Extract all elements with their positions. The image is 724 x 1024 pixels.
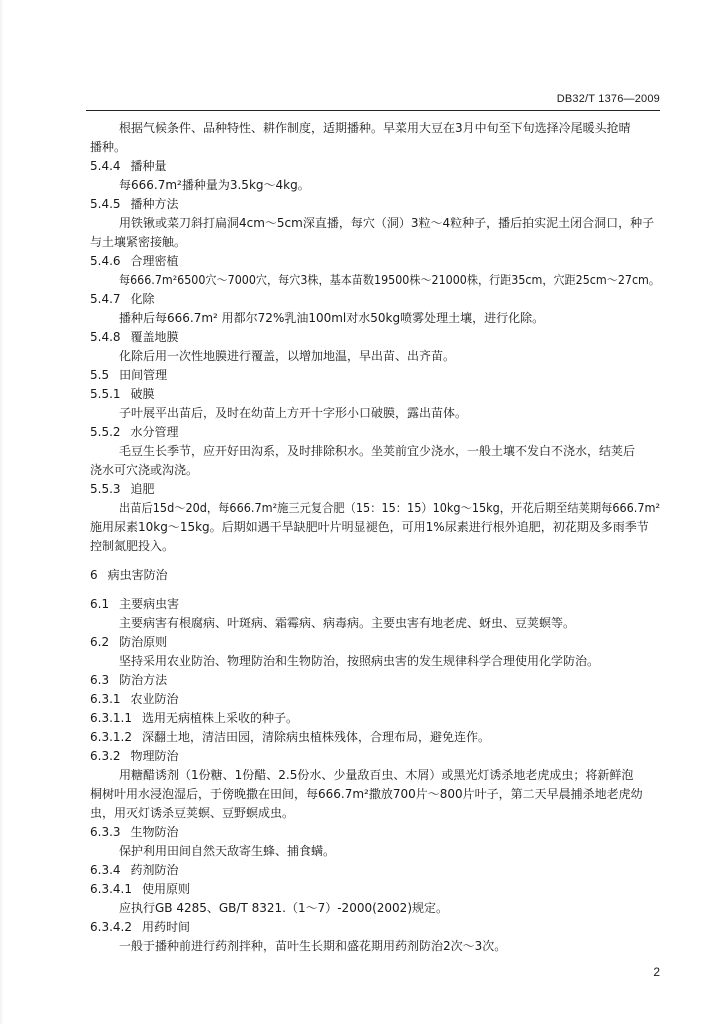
section-number: 6.3.4.2	[90, 920, 132, 934]
section-heading-5-4-4	[90, 159, 167, 173]
paragraph-line: 播种后每666.7m² 用都尔72%乳油100ml对水50kg喷雾处理土壤，进行化除。	[119, 311, 545, 325]
paragraph-line: 施用尿素10kg～15kg。后期如遇干旱缺肥叶片明显褪色，可用1%尿素进行根外追肥，初花期及多雨季节	[90, 520, 649, 534]
section-title: 播种方法	[130, 197, 179, 211]
clause-text: 选用无病植株上采收的种子。	[141, 711, 298, 725]
section-number: 5.5.3	[90, 482, 121, 496]
section-number: 5.5.2	[90, 425, 121, 439]
paragraph-line: 浇水可穴浇或沟浇。	[90, 463, 199, 477]
section-title: 合理密植	[130, 254, 179, 268]
section-title: 追肥	[130, 482, 155, 496]
paragraph-line: 化除后用一次性地膜进行覆盖，以增加地温，早出苗、出齐苗。	[119, 349, 456, 363]
section-heading-5-4-7	[90, 292, 155, 306]
paragraph-line: 根据气候条件、品种特性、耕作制度，适期播种。早菜用大豆在3月中旬至下旬选择冷尾暖头抢晴	[119, 121, 631, 135]
section-number: 5.4.6	[90, 254, 121, 268]
section-number: 5.4.7	[90, 292, 121, 306]
section-title: 用药时间	[141, 920, 190, 934]
paragraph-line: 每666.7m²6500穴～7000穴，每穴3株，基本苗数19500株～21000株，行距35cm，穴距25cm～27cm。	[119, 273, 660, 287]
paragraph-line: 控制氮肥投入。	[90, 539, 175, 553]
paragraph-line: 用糖醋诱剂（1份糖、1份醋、2.5份水、少量敌百虫、木屑）或黑光灯诱杀地老虎成虫；将新鲜泡	[119, 768, 634, 782]
paragraph-line: 一般于播种前进行药剂拌种，苗叶生长期和盛花期用药剂防治2次～3次。	[119, 939, 507, 953]
paragraph-line: 毛豆生长季节，应开好田沟系，及时排除积水。坐荚前宜少浇水，一般土壤不发白不浇水，结荚后	[119, 444, 636, 458]
section-number: 6.3.1.2	[90, 730, 132, 744]
section-title: 病虫害防治	[107, 568, 168, 582]
paragraph-line: 主要病害有根腐病、叶斑病、霜霉病、病毒病。主要虫害有地老虎、蚜虫、豆荚螟等。	[119, 616, 576, 630]
section-title: 田间管理	[119, 368, 168, 382]
section-number: 5.5.1	[90, 387, 121, 401]
section-number: 5.4.4	[90, 159, 121, 173]
section-title: 农业防治	[130, 692, 179, 706]
section-number: 6.3.3	[90, 825, 121, 839]
scan-edge	[0, 0, 4, 1024]
section-heading-5-5-1	[90, 387, 155, 401]
section-heading-5-5-2	[90, 425, 179, 439]
section-heading-6-3-2	[90, 749, 179, 763]
section-number: 6	[90, 568, 98, 582]
header-rule	[86, 110, 660, 111]
section-title: 播种量	[130, 159, 167, 173]
section-heading-6-3	[90, 673, 167, 687]
section-heading-6-3-4	[90, 863, 179, 877]
section-number: 6.3.2	[90, 749, 121, 763]
section-title: 生物防治	[130, 825, 179, 839]
section-title: 使用原则	[141, 882, 190, 896]
section-number: 6.3.1	[90, 692, 121, 706]
clause-text: 深翻土地，清洁田园，清除病虫植株残体，合理布局，避免连作。	[141, 730, 490, 744]
section-number: 5.4.8	[90, 330, 121, 344]
paragraph-line: 播种。	[90, 140, 127, 154]
section-number: 6.2	[90, 635, 110, 649]
paragraph-line: 用铁锹或菜刀斜打扁洞4cm～5cm深直播，每穴（洞）3粒～4粒种子，播后拍实泥土闭合洞口，种子	[119, 216, 655, 230]
section-heading-5-4-8	[90, 330, 179, 344]
clause-6-3-1-2	[90, 730, 490, 744]
chapter-heading-6	[90, 568, 168, 582]
section-number: 5.4.5	[90, 197, 121, 211]
section-title: 物理防治	[130, 749, 179, 763]
section-number: 5.5	[90, 368, 110, 382]
paragraph-line: 保护利用田间自然天敌寄生蜂、捕食螨。	[119, 844, 336, 858]
section-number: 6.3.1.1	[90, 711, 132, 725]
section-title: 化除	[130, 292, 155, 306]
section-heading-5-4-6	[90, 254, 179, 268]
section-number: 6.3	[90, 673, 110, 687]
section-number: 6.1	[90, 597, 110, 611]
section-title: 水分管理	[130, 425, 179, 439]
section-title: 药剂防治	[130, 863, 179, 877]
section-heading-6-3-1	[90, 692, 179, 706]
clause-6-3-1-1	[90, 711, 298, 725]
section-heading-6-1	[90, 597, 179, 611]
section-heading-5-5	[90, 368, 167, 382]
section-title: 破膜	[130, 387, 155, 401]
standard-code: DB32/T 1376—2009	[556, 93, 660, 105]
section-heading-5-5-3	[90, 482, 155, 496]
section-heading-6-3-3	[90, 825, 179, 839]
paragraph-line: 虫，用灭灯诱杀豆荚螟、豆野螟成虫。	[90, 806, 295, 820]
section-heading-6-2	[90, 635, 167, 649]
section-title: 防治原则	[119, 635, 168, 649]
section-title: 覆盖地膜	[130, 330, 179, 344]
paragraph-line: 出苗后15d～20d，每666.7m²施三元复合肥（15：15：15）10kg～15kg，开花后期至结荚期每666.7m²	[119, 501, 661, 515]
section-heading-6-3-4-1	[90, 882, 190, 896]
section-heading-6-3-4-2	[90, 920, 190, 934]
page-number: 2	[653, 965, 660, 979]
paragraph-line: 与土壤紧密接触。	[90, 235, 187, 249]
paragraph-line: 子叶展平出苗后，及时在幼苗上方开十字形小口破膜，露出苗体。	[119, 406, 468, 420]
section-number: 6.3.4	[90, 863, 121, 877]
paragraph-line: 应执行GB 4285、GB/T 8321.（1～7）-2000(2002)规定。	[119, 901, 448, 915]
section-title: 主要病虫害	[119, 597, 180, 611]
paragraph-line: 每666.7m²播种量为3.5kg～4kg。	[119, 178, 310, 192]
section-number: 6.3.4.1	[90, 882, 132, 896]
paragraph-line: 坚持采用农业防治、物理防治和生物防治，按照病虫害的发生规律科学合理使用化学防治。	[119, 654, 600, 668]
paragraph-line: 桐树叶用水浸泡湿后，于傍晚撒在田间，每666.7m²撒放700片～800片叶子，第二天早晨捕杀地老虎幼	[90, 787, 643, 801]
section-heading-5-4-5	[90, 197, 179, 211]
section-title: 防治方法	[119, 673, 168, 687]
